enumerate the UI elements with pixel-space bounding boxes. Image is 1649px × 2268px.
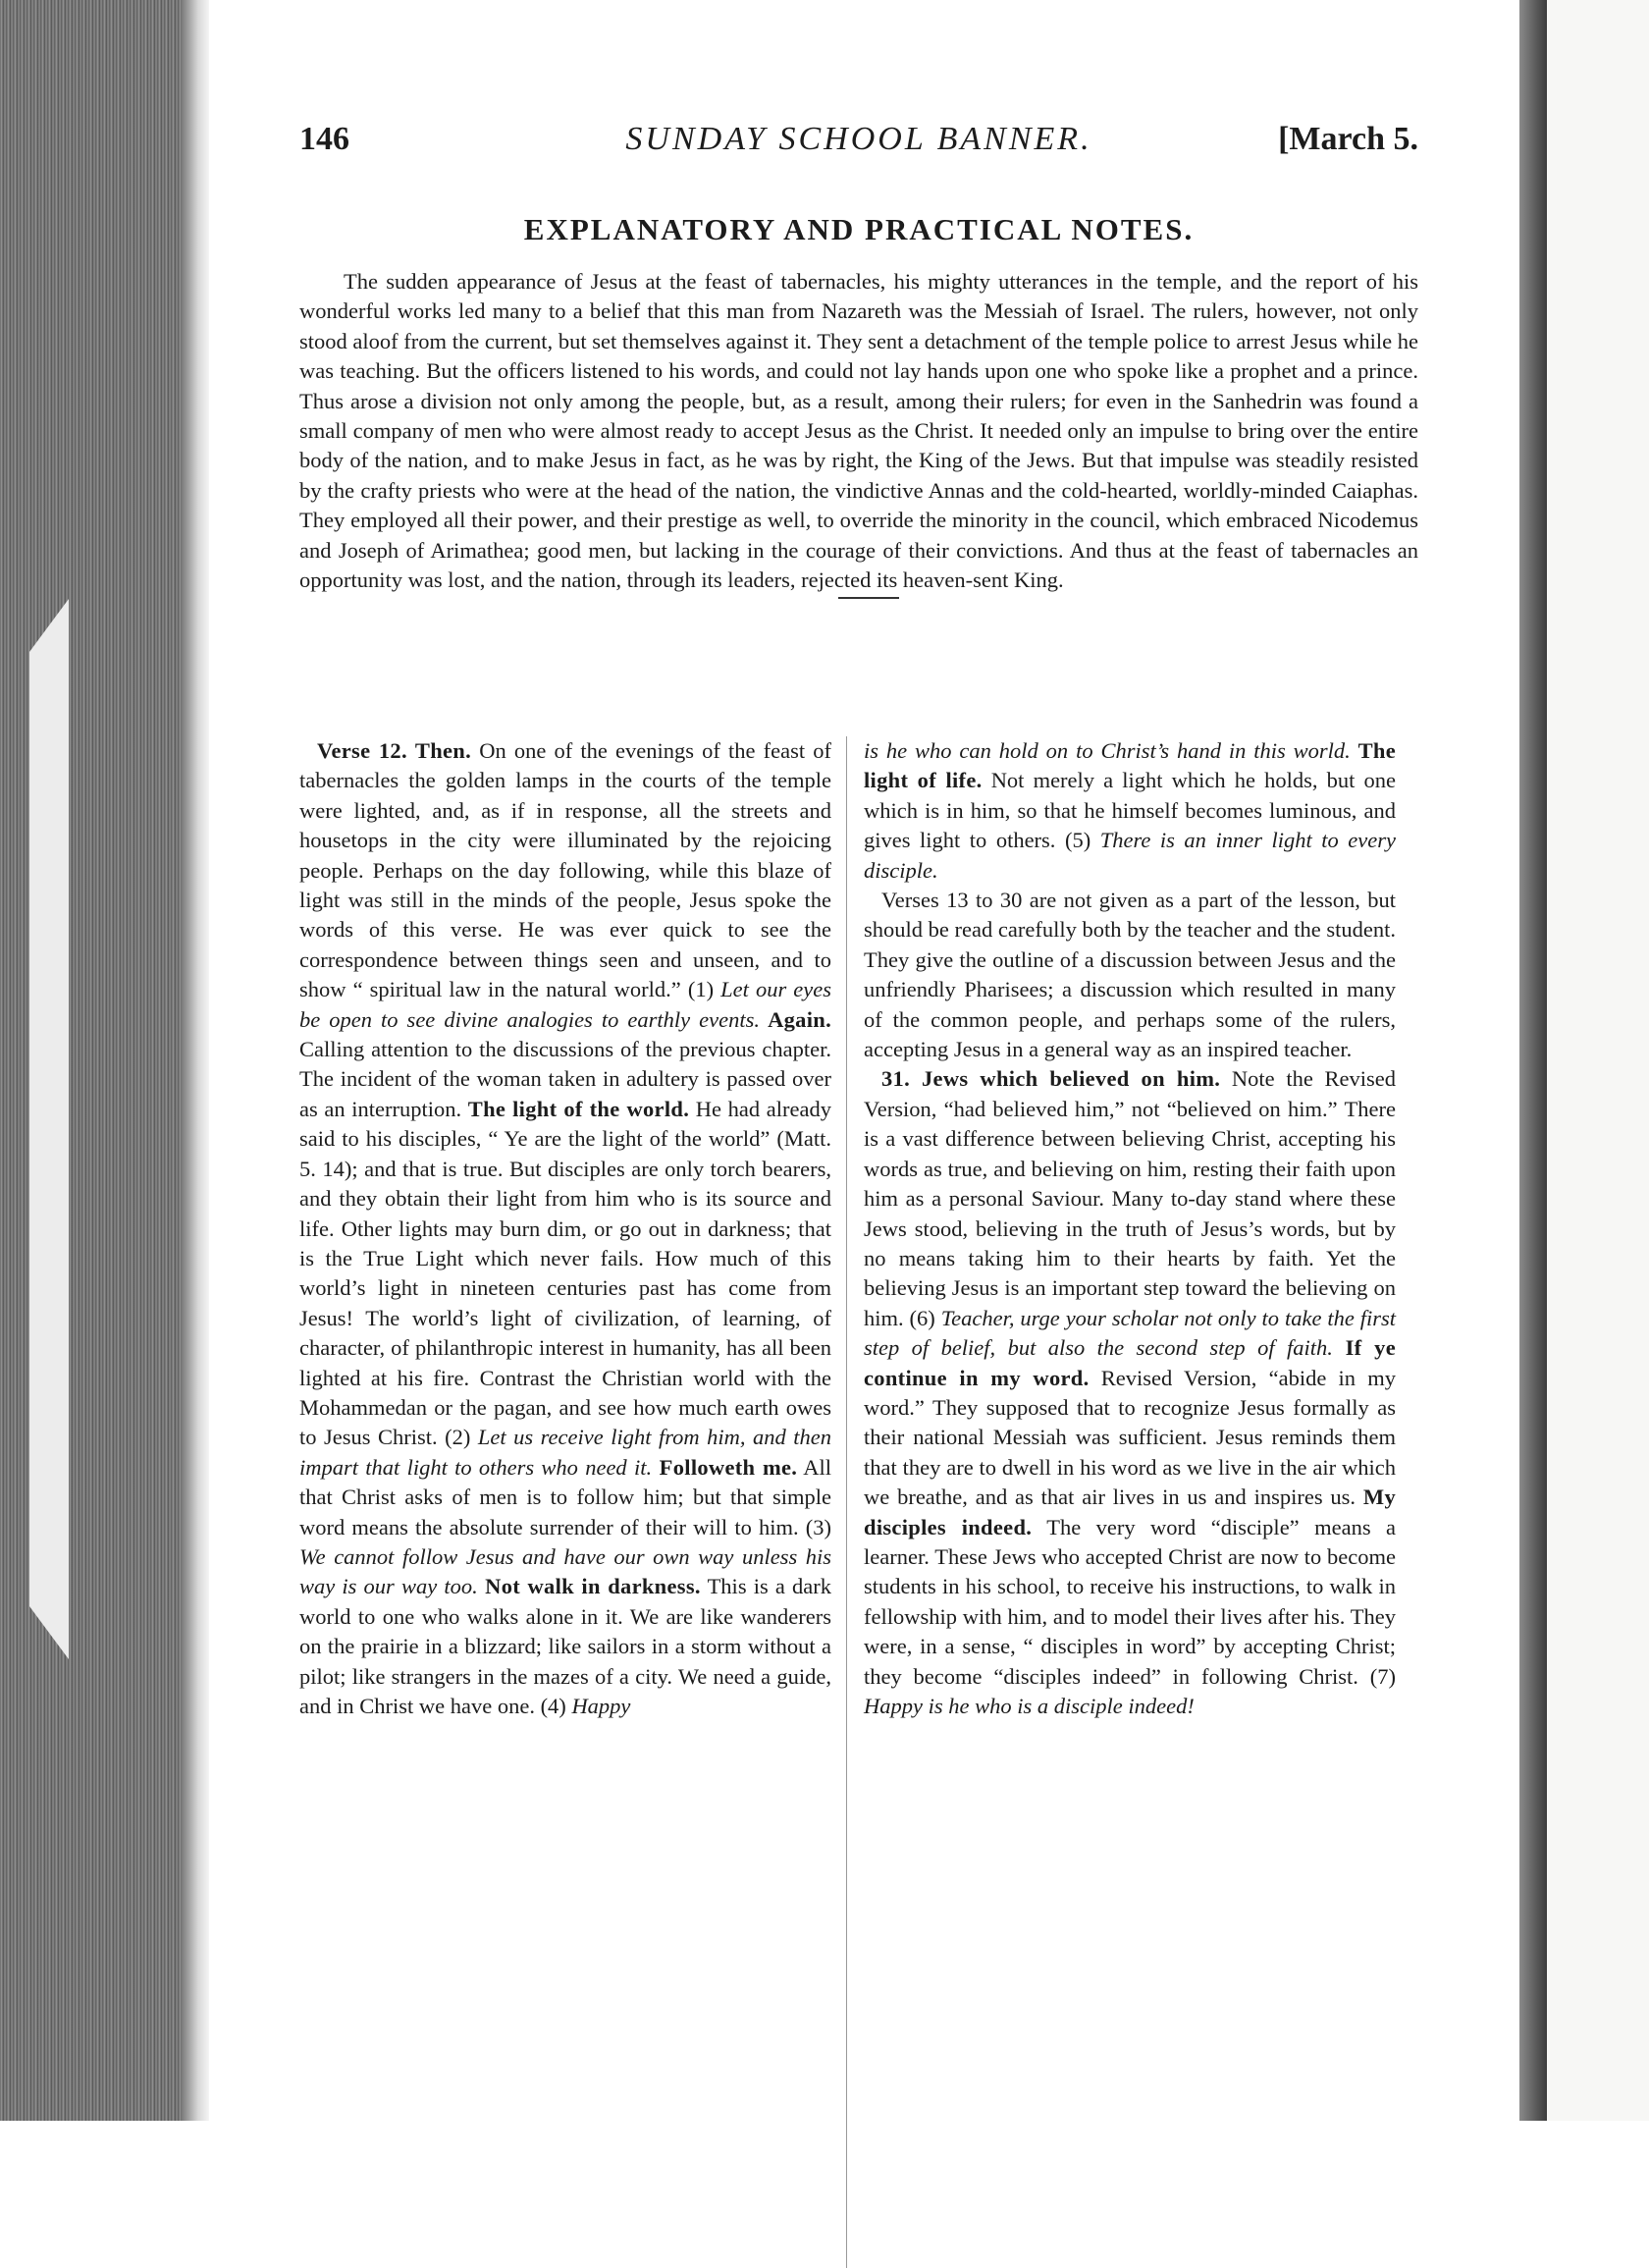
again-text: Calling attention to the discussions of the previous chapter. The incident of the woman taken in adultery is passed over as an interruption.: [299, 1037, 831, 1121]
verse-31-heading: 31. Jews which believed on him.: [881, 1066, 1221, 1092]
practical-note-4-end: is he who can hold on to Christ’s hand in this world.: [864, 738, 1351, 763]
practical-note-7: Happy is he who is a disciple indeed!: [864, 1694, 1195, 1718]
publication-title: SUNDAY SCHOOL BANNER.: [625, 121, 1092, 157]
right-column: [864, 736, 1396, 1721]
verses-13-30-paragraph: Verses 13 to 30 are not given as a part of the lesson, but should be read carefully both by the teacher and the student. They give the outline of a discussion between Jesus and the unfriendly Pharisees; a discussion which resulted in many of the common people, and perhaps some of the rulers, accepting Jesus in a general way as an inspired teacher.: [864, 888, 1396, 1062]
practical-note-6: Teacher, urge your scholar not only to take the first step of belief, but also the second step of faith.: [864, 1305, 1396, 1361]
column-divider: [846, 736, 847, 2268]
followeth-me-heading: Followeth me.: [652, 1454, 798, 1480]
intro-text: The sudden appearance of Jesus at the feast of tabernacles, his mighty utterances in the temple, and the report of his wonderful works led many to a belief that this man from Nazareth was the Messiah of Israel. The rulers, however, not only stood aloof from the current, but set themselves against it. They sent a detachment of the temple police to arrest Jesus while he was teaching. But the officers listened to his words, and could not lay hands upon one who spoke like a prophet and a prince. Thus arose a division not only among the people, but, as a result, among their rulers; for even in the Sanhedrin was found a small company of men who were almost ready to accept Jesus as the Christ. It needed only an impulse to bring over the entire body of the nation, and to make Jesus in fact, as he was by right, the King of the Jews. But that impulse was steadily resisted by the crafty priests who were at the head of the nation, the vindictive Annas and the cold-hearted, worldly-minded Caiaphas. They employed all their power, and their prestige as well, to override the minority in the council, which embraced Nicodemus and Joseph of Arimathea; good men, but lacking in the courage of their convictions. And thus at the feast of tabernacles an opportunity was lost, and the nation, through its leaders, rejected its heaven-sent King.: [299, 269, 1418, 593]
again-heading: Again.: [759, 1006, 832, 1032]
page-number: 146: [299, 121, 349, 157]
right-column-text-2: [864, 1064, 1396, 1721]
continue-in-word-text: Revised Version, “abide in my word.” They supposed that to recognize Jesus formally as their national Messiah was sufficient. Jesus reminds them that they are to dwell in his word as we live in the air which we breathe, and as that air lives in us and inspires us.: [864, 1365, 1396, 1510]
not-walk-in-darkness-heading: Not walk in darkness.: [477, 1574, 701, 1599]
practical-note-1: Let our eyes be open to see divine analogies to earthly events.: [299, 977, 832, 1032]
page-edge-notch: [29, 599, 69, 1659]
verse-12-text: On one of the evenings of the feast of tabernacles the golden lamps in the courts of the temple were lighted, and, as if in response, all the streets and housetops in the city were illuminated by the rejoicing people. Perhaps on the day following, while this blaze of light was still in the minds of the people, Jesus spoke the words of this verse. He was ever quick to see the correspondence between things seen and unseen, and to show “ spiritual law in the natural world.” (1): [299, 738, 831, 1002]
running-head: [299, 116, 1418, 163]
practical-note-2: Let us receive light from him, and then impart that light to others who need it.: [299, 1425, 832, 1480]
disciples-indeed-text: The very word “disciple” means a learner. These Jews who accepted Christ are now to become students in his school, to receive his instructions, to walk in fellowship with him, and to model their lives after his. They were, in a sense, “ disciples in word” by accepting Christ; they become “disciples indeed” in following Christ. (7): [864, 1514, 1396, 1689]
verse-31-text: Note the Revised Version, “had believed him,” not “believed on him.” There is a vast difference between believing Christ, accepting his words as true, and believing on him, resting their faith upon him as a personal Saviour. Many to-day stand where these Jews stood, believing in the truth of Jesus’s words, but by no means taking him to their hearts by faith. Yet the believing Jesus is an important step toward the believing on him. (6): [864, 1066, 1396, 1330]
practical-note-3: We cannot follow Jesus and have our own way unless his way is our way too.: [299, 1543, 831, 1599]
facing-page: [1547, 0, 1649, 2121]
disciples-indeed-heading: My disciples indeed.: [864, 1485, 1396, 1539]
light-of-life-text: Not merely a light which he holds, but one which is in him, so that he himself becomes luminous, and gives light to others. (5): [864, 768, 1396, 853]
verse-12-heading: Verse 12. Then.: [317, 738, 472, 763]
section-rule: [838, 597, 899, 599]
left-column: [299, 736, 831, 1721]
continue-in-word-heading: If ye continue in my word.: [864, 1335, 1396, 1390]
section-heading: EXPLANATORY AND PRACTICAL NOTES.: [523, 212, 1195, 246]
left-column-text: [299, 736, 831, 1721]
light-of-world-heading: The light of the world.: [467, 1096, 690, 1121]
book-page: [299, 116, 1418, 1718]
practical-note-5: There is an inner light to every disciple.: [864, 828, 1396, 883]
light-of-world-text: He had already said to his disciples, “ Ye are the light of the world” (Matt. 5. 14); and that is true. But disciples are only torch bearers, and they obtain their light from him who is its source and life. Other lights may burn dim, or go out in darkness; that is the True Light which never fails. How much of this world’s light in nineteen centuries past has come from Jesus! The world’s light of civilization, of learning, of character, of philanthropic interest in humanity, has all been lighted at his fire. Contrast the Christian world with the Mohammedan or the pagan, and see how much earth owes to Jesus Christ. (2): [299, 1096, 831, 1450]
gutter-shadow: [1519, 0, 1547, 2121]
issue-date: [March 5.: [1278, 121, 1418, 157]
light-of-life-heading: The light of life.: [864, 738, 1396, 793]
intro-paragraph: [299, 267, 1418, 595]
followeth-me-text: All that Christ asks of men is to follow him; but that simple word means the absolute surrender of their will to him. (3): [299, 1454, 831, 1539]
not-walk-in-darkness-text: This is a dark world to one who walks alone in it. We are like wanderers on the prairie in a blizzard; like sailors in a storm without a pilot; like strangers in the mazes of a city. We need a guide, and in Christ we have one. (4): [299, 1574, 831, 1718]
practical-note-4-start: Happy: [571, 1694, 631, 1718]
right-column-text-1: [864, 736, 1396, 886]
binding-shadow: [182, 0, 209, 2121]
book-page-edges: [0, 0, 182, 2121]
